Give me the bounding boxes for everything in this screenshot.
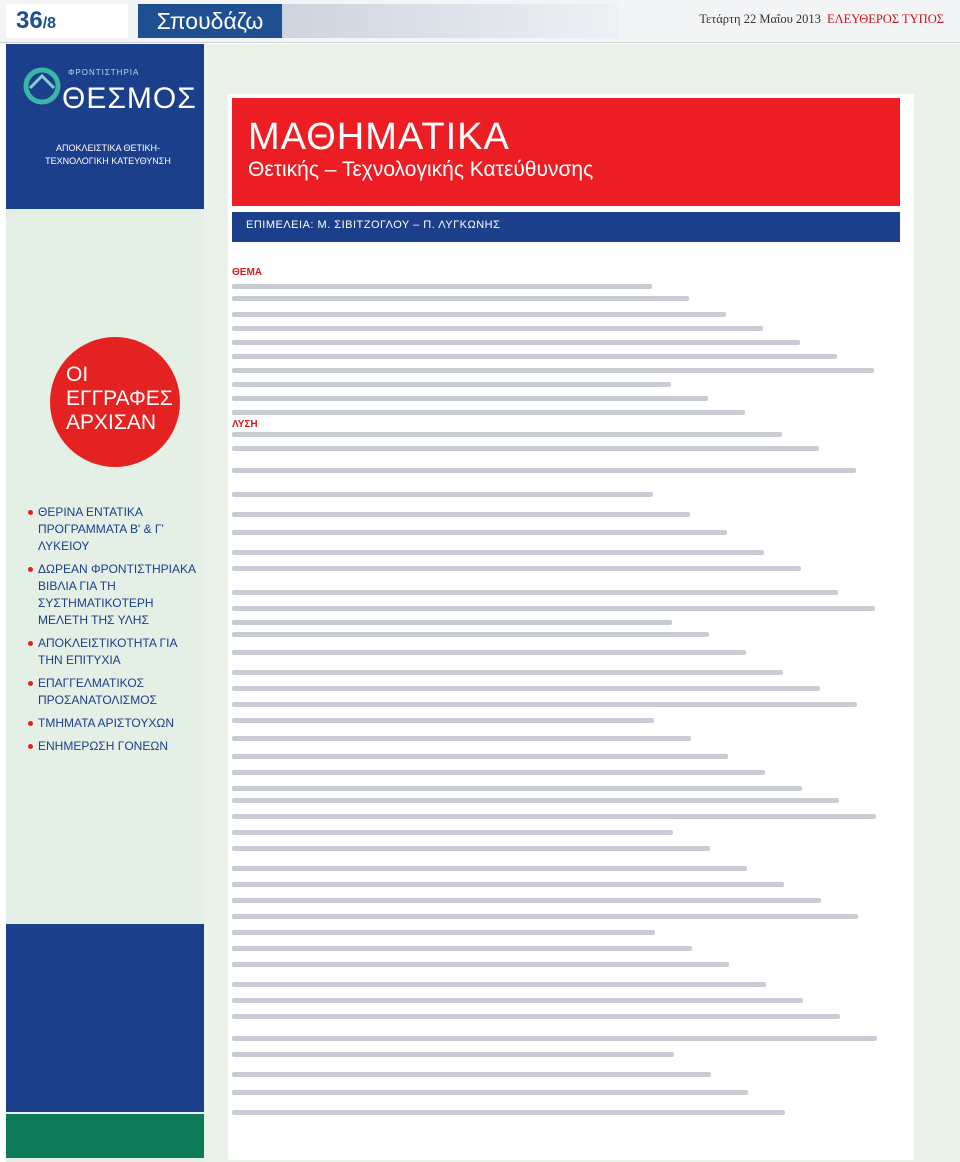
article-subtitle: Θετικής – Τεχνολογικής Κατεύθυνσης xyxy=(248,158,594,181)
article-text-line xyxy=(232,882,784,887)
article-text-line xyxy=(232,650,746,655)
article-text-line xyxy=(232,930,655,935)
brand-name: ΘΕΣΜΟΣ xyxy=(62,82,197,115)
registration-badge-text: ΟΙ ΕΓΓΡΑΦΕΣ ΑΡΧΙΣΑΝ xyxy=(66,363,173,434)
web-strip xyxy=(6,1114,204,1158)
article-text-line xyxy=(232,530,727,535)
article-text-line xyxy=(232,492,653,497)
article-text-line xyxy=(232,566,801,571)
brand-block xyxy=(6,44,204,209)
article-text-line xyxy=(232,512,690,517)
article-text-line xyxy=(232,1036,877,1041)
article-text-line xyxy=(232,1072,711,1077)
article-text-line xyxy=(232,446,819,451)
article-text-line xyxy=(232,284,652,289)
article-text-line xyxy=(232,382,671,387)
article-text-line xyxy=(232,914,858,919)
article-text-line xyxy=(232,982,766,987)
article-text-line xyxy=(232,786,802,791)
article-text-line xyxy=(232,946,692,951)
article-text-line xyxy=(232,830,673,835)
article-text-line xyxy=(232,312,726,317)
article-text-line xyxy=(232,396,708,401)
feature-item: ΤΜΗΜΑΤΑ ΑΡΙΣΤΟΥΧΩΝ xyxy=(28,715,204,732)
article-text-line xyxy=(232,296,689,301)
article-text-line xyxy=(232,670,783,675)
brand-kicker: ΦΡΟΝΤΙΣΤΗΡΙΑ xyxy=(68,68,140,77)
article-text-line xyxy=(232,686,820,691)
article-text-line xyxy=(232,898,821,903)
brand-logo-icon xyxy=(22,66,62,106)
theme-heading: ΘΕΜΑ xyxy=(232,267,262,278)
article-text-line xyxy=(232,550,764,555)
article-title: ΜΑΘΗΜΑΤΙΚΑ xyxy=(248,116,510,158)
contact-block xyxy=(6,924,204,1112)
byline: ΕΠΙΜΕΛΕΙΑ: Μ. ΣΙΒΙΤΖΟΓΛΟΥ – Π. ΛΥΓΚΩΝΗΣ xyxy=(246,219,501,231)
page-header xyxy=(0,0,960,43)
article-text-line xyxy=(232,590,838,595)
article-text-line xyxy=(232,1052,674,1057)
article-text-line xyxy=(232,1110,785,1115)
article-text-line xyxy=(232,754,728,759)
feature-list xyxy=(28,504,204,761)
feature-item: ΕΠΑΓΓΕΛΜΑΤΙΚΟΣ ΠΡΟΣΑΝΑΤΟΛΙΣΜΟΣ xyxy=(28,675,204,709)
article-text-line xyxy=(232,354,837,359)
article-text-line xyxy=(232,432,782,437)
article-text-line xyxy=(232,410,745,415)
article-text-line xyxy=(232,620,672,625)
newspaper-name: ΕΛΕΥΘΕΡΟΣ ΤΥΠΟΣ xyxy=(826,12,944,26)
section-title: Σπουδάζω xyxy=(138,4,282,38)
article-text-line xyxy=(232,770,765,775)
article-text-line xyxy=(232,814,876,819)
article-text-line xyxy=(232,1090,748,1095)
article-text-line xyxy=(232,736,691,741)
page-number-sub: /8 xyxy=(42,15,57,32)
article-text-line xyxy=(232,326,763,331)
feature-item: ΑΠΟΚΛΕΙΣΤΙΚΟΤΗΤΑ ΓΙΑ ΤΗΝ ΕΠΙΤΥΧΙΑ xyxy=(28,635,204,669)
page-number-main: 36 xyxy=(16,7,43,34)
article-text-line xyxy=(232,1014,840,1019)
page-number xyxy=(6,4,128,38)
registration-badge xyxy=(50,337,180,467)
article-text-line xyxy=(232,702,857,707)
advert-column xyxy=(6,44,204,1162)
feature-item: ΔΩΡΕΑΝ ΦΡΟΝΤΙΣΤΗΡΙΑΚΑ ΒΙΒΛΙΑ ΓΙΑ ΤΗ ΣΥΣΤΗΜΑΤΙΚΟΤΕΡΗ ΜΕΛΕΤΗ ΤΗΣ ΥΛΗΣ xyxy=(28,561,204,629)
dateline xyxy=(699,12,944,27)
issue-date: Τετάρτη 22 Μαΐου 2013 xyxy=(699,12,821,26)
article-text-line xyxy=(232,866,747,871)
article-text-line xyxy=(232,632,709,637)
article-text-line xyxy=(232,340,800,345)
article-text-line xyxy=(232,998,803,1003)
article-text-line xyxy=(232,368,874,373)
article-text-line xyxy=(232,468,856,473)
brand-tagline: ΑΠΟΚΛΕΙΣΤΙΚΑ ΘΕΤΙΚΗ-ΤΕΧΝΟΛΟΓΙΚΗ ΚΑΤΕΥΘΥΝΣΗ xyxy=(45,143,171,166)
feature-item: ΘΕΡΙΝΑ ΕΝΤΑΤΙΚΑ ΠΡΟΓΡΑΜΜΑΤΑ Β' & Γ' ΛΥΚΕΙΟΥ xyxy=(28,504,204,555)
header-gradient xyxy=(282,4,618,38)
article-text-line xyxy=(232,606,875,611)
article-text-line xyxy=(232,846,710,851)
article-text-line xyxy=(232,718,654,723)
feature-item: ΕΝΗΜΕΡΩΣΗ ΓΟΝΕΩΝ xyxy=(28,738,204,755)
solution-heading: ΛΥΣΗ xyxy=(232,419,258,430)
article-text-line xyxy=(232,798,839,803)
article-text-line xyxy=(232,962,729,967)
